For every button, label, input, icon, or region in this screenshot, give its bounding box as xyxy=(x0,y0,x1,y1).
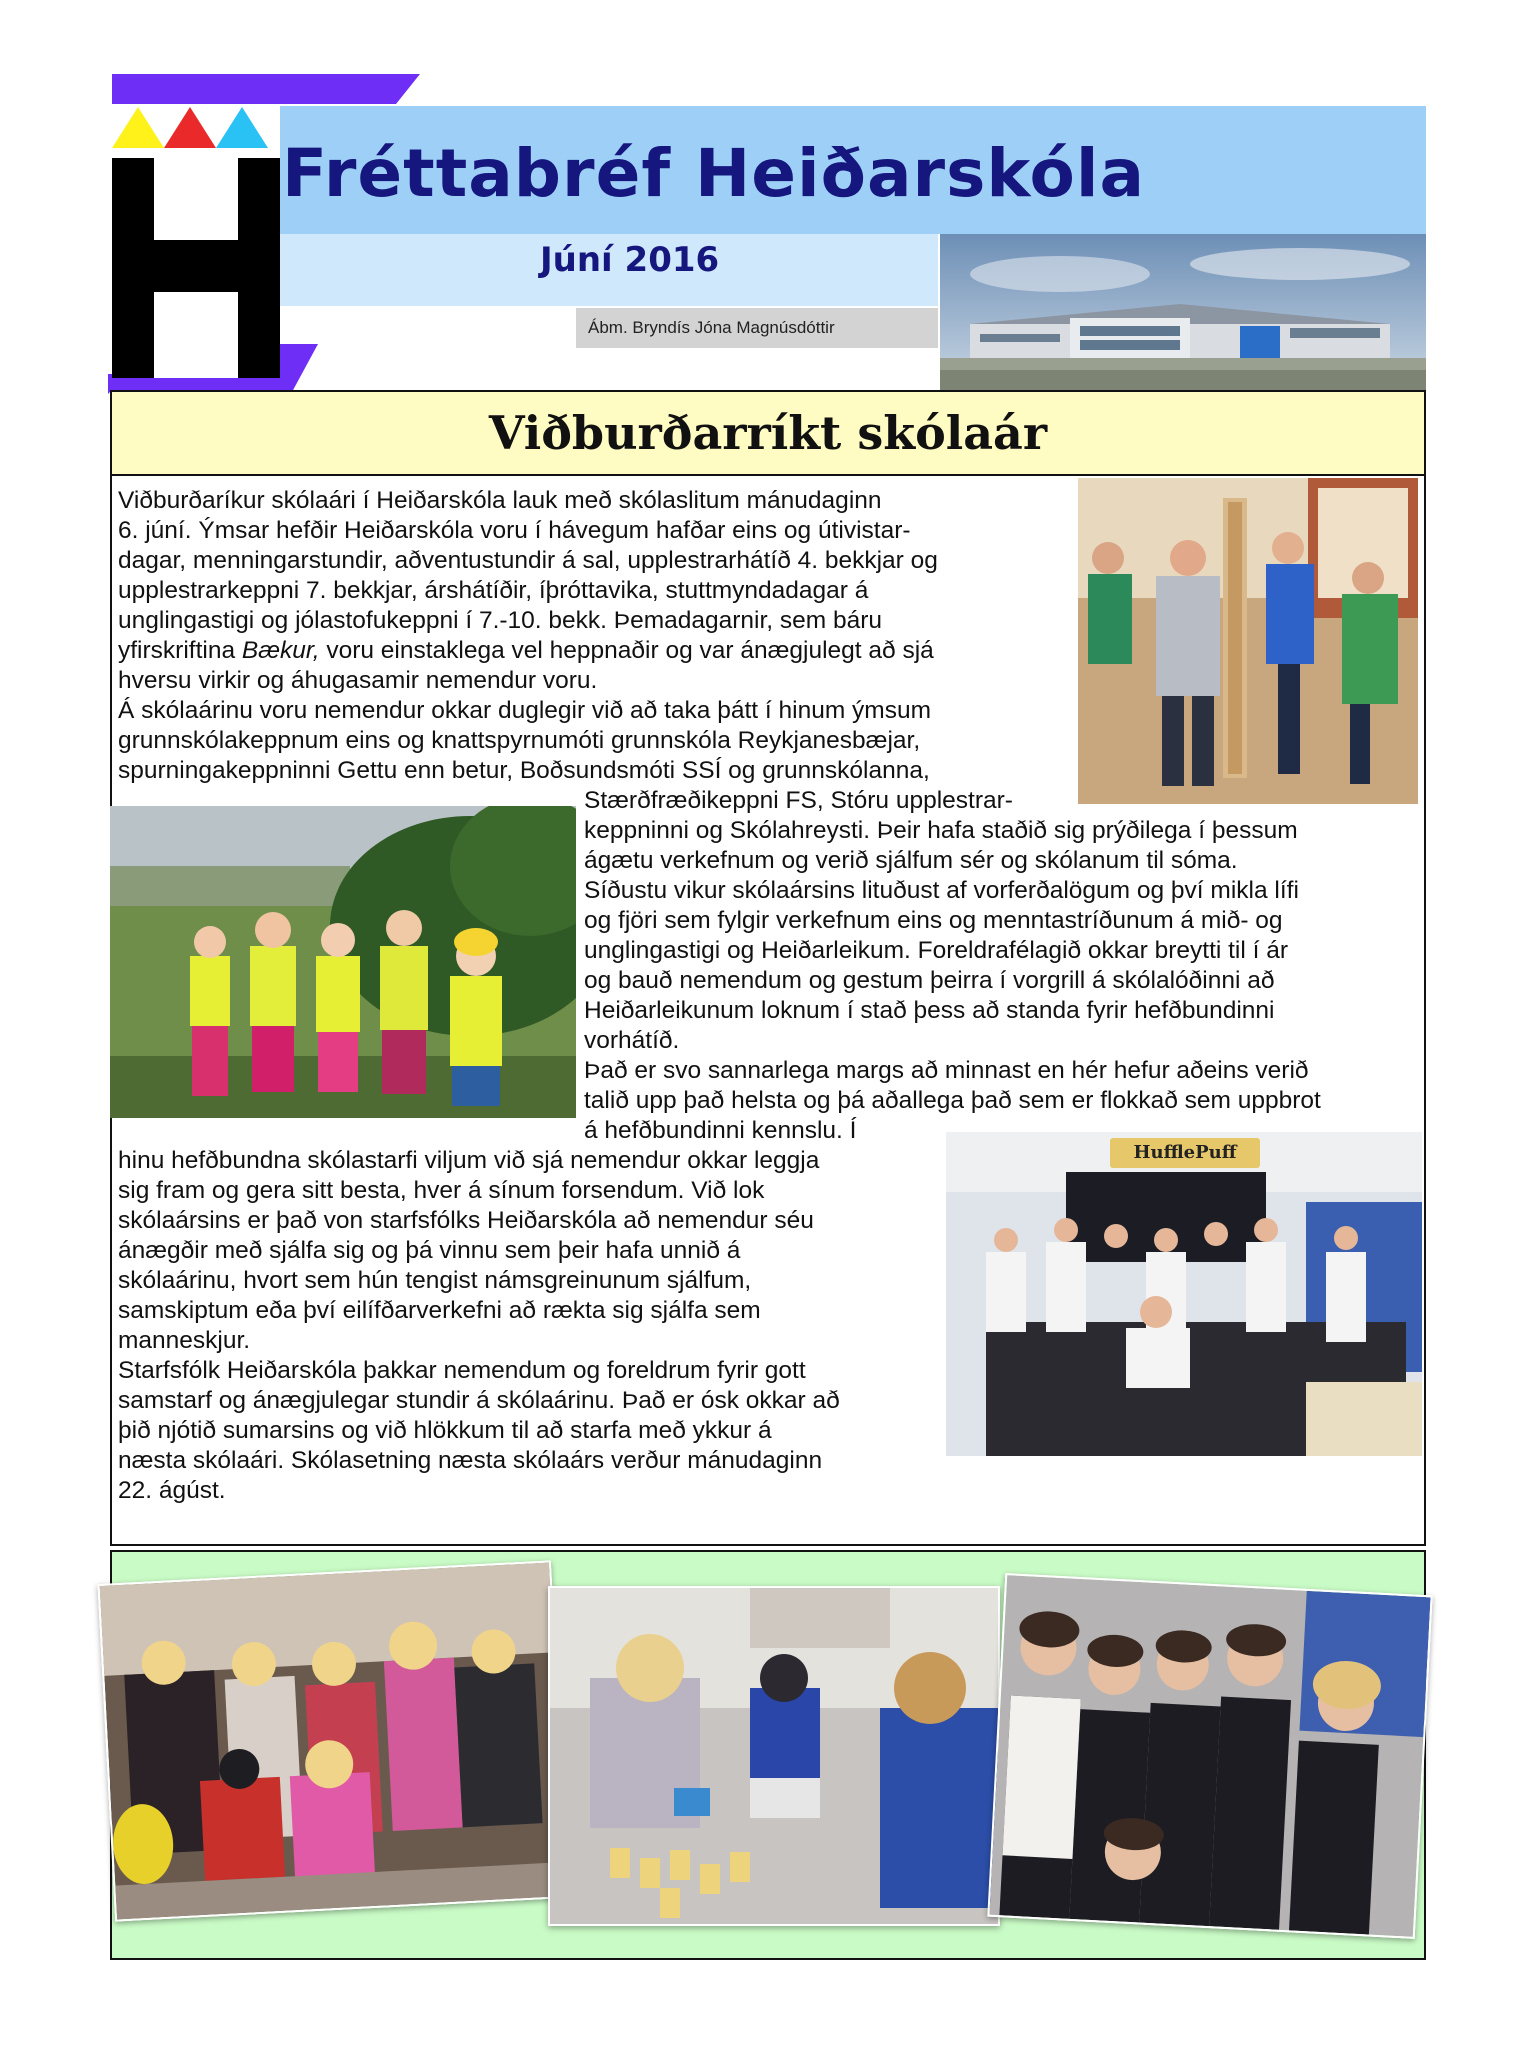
text-line: dagar, menningarstundir, aðventustundir á sal, upplestrarhátíð 4. bekkjar og xyxy=(118,547,938,574)
text-line: samstarf og ánægjulegar stundir á skólaárinu. Það er ósk okkar að xyxy=(118,1387,840,1414)
text-line: Síðustu vikur skólaársins lituðust af vorferðalögum og því mikla lífi xyxy=(584,877,1299,904)
costume-party-photo xyxy=(97,1560,568,1921)
text-line: skólaárinu, hvort sem hún tengist námsgreinunum sjálfum, xyxy=(118,1267,752,1294)
text-line: samskiptum eða því eilífðarverkefni að rækta sig sjálfa sem xyxy=(118,1297,761,1324)
hufflepuff-group-photo xyxy=(946,1132,1422,1456)
article-text-part1 xyxy=(118,486,1078,786)
text-run: voru einstaklega vel heppnaðir og var ánægjulegt að sjá xyxy=(319,637,934,664)
issue-date: Júní 2016 xyxy=(540,240,720,280)
text-line: og bauð nemendum og gestum þeirra í vorgrill á skólalóðinni að xyxy=(584,967,1275,994)
school-logo xyxy=(108,74,428,394)
text-line: upplestrarkeppni 7. bekkjar, árshátíðir, íþróttavika, stuttmyndadagar á xyxy=(118,577,869,604)
text-line: næsta skólaári. Skólasetning næsta skólaárs verður mánudaginn xyxy=(118,1447,823,1474)
text-line: skólaársins er það von starfsfólks Heiðarskóla að nemendur séu xyxy=(118,1207,814,1234)
text-line: 6. júní. Ýmsar hefðir Heiðarskóla voru í hávegum hafðar eins og útivistar- xyxy=(118,517,911,544)
floor-game-photo xyxy=(548,1586,1000,1926)
article-text-part3 xyxy=(118,1146,938,1506)
headline-banner xyxy=(110,390,1426,476)
text-line: talið upp það helsta og þá aðallega það sem er flokkað sem uppbrot xyxy=(584,1087,1321,1114)
text-line: Stærðfræðikeppni FS, Stóru upplestrar- xyxy=(584,787,1013,814)
text-line: hversu virkir og áhugasamir nemendur voru. xyxy=(118,667,598,694)
school-building-photo xyxy=(940,234,1426,390)
hufflepuff-banner: HufflePuff xyxy=(1110,1138,1260,1168)
text-line: á hefðbundinni kennslu. Í xyxy=(584,1117,857,1144)
text-line: spurningakeppninni Gettu enn betur, Boðsundsmóti SSÍ og grunnskólanna, xyxy=(118,757,930,784)
text-line: grunnskólakeppnum eins og knattspyrnumóti grunnskóla Reykjanesbæjar, xyxy=(118,727,921,754)
text-line: 22. ágúst. xyxy=(118,1477,226,1504)
text-line: Á skólaárinu voru nemendur okkar duglegir við að taka þátt í hinum ýmsum xyxy=(118,697,931,724)
teen-group-photo xyxy=(987,1573,1432,1939)
text-line: keppninni og Skólahreysti. Þeir hafa staðið sig prýðilega í þessum xyxy=(584,817,1298,844)
newsletter-title: Fréttabréf Heiðarskóla xyxy=(282,135,1146,212)
text-line: ánægðir með sjálfa sig og þá vinnu sem þeir hafa unnið á xyxy=(118,1237,741,1264)
text-run: yfirskriftina xyxy=(118,637,242,664)
block-tower-photo xyxy=(1078,478,1418,804)
text-line: og fjöri sem fylgir verkefnum eins og menntastríðunum á mið- og xyxy=(584,907,1283,934)
text-line: þið njótið sumarsins og við hlökkum til að starfa með ykkur á xyxy=(118,1417,772,1444)
text-line: unglingastigi og jólastofukeppni í 7.-10. bekk. Þemadagarnir, sem báru xyxy=(118,607,883,634)
headline: Viðburðarríkt skólaár xyxy=(488,406,1048,460)
text-line: manneskjur. xyxy=(118,1327,251,1354)
text-line: vorhátíð. xyxy=(584,1027,680,1054)
outdoor-kids-photo xyxy=(110,806,576,1118)
text-line: Viðburðaríkur skólaári í Heiðarskóla lauk með skólaslitum mánudaginn xyxy=(118,487,882,514)
text-line: hinu hefðbundna skólastarfi viljum við sjá nemendur okkar leggja xyxy=(118,1147,820,1174)
italic-title: Bækur, xyxy=(241,637,320,664)
text-line: unglingastigi og Heiðarleikum. Foreldrafélagið okkar breytti til í ár xyxy=(584,937,1289,964)
text-line: Starfsfólk Heiðarskóla þakkar nemendum og foreldrum fyrir gott xyxy=(118,1357,806,1384)
text-line: Það er svo sannarlega margs að minnast en hér hefur aðeins verið xyxy=(584,1057,1309,1084)
text-line: sig fram og gera sitt besta, hver á sínum forsendum. Við lok xyxy=(118,1177,765,1204)
text-line xyxy=(118,636,1078,666)
article-text-part2 xyxy=(584,786,1422,1146)
editor-credit: Ábm. Bryndís Jóna Magnúsdóttir xyxy=(576,308,938,348)
text-line: Heiðarleikunum loknum í stað þess að standa fyrir hefðbundinni xyxy=(584,997,1275,1024)
text-line: ágætu verkefnum og verið sjálfum sér og skólanum til sóma. xyxy=(584,847,1238,874)
